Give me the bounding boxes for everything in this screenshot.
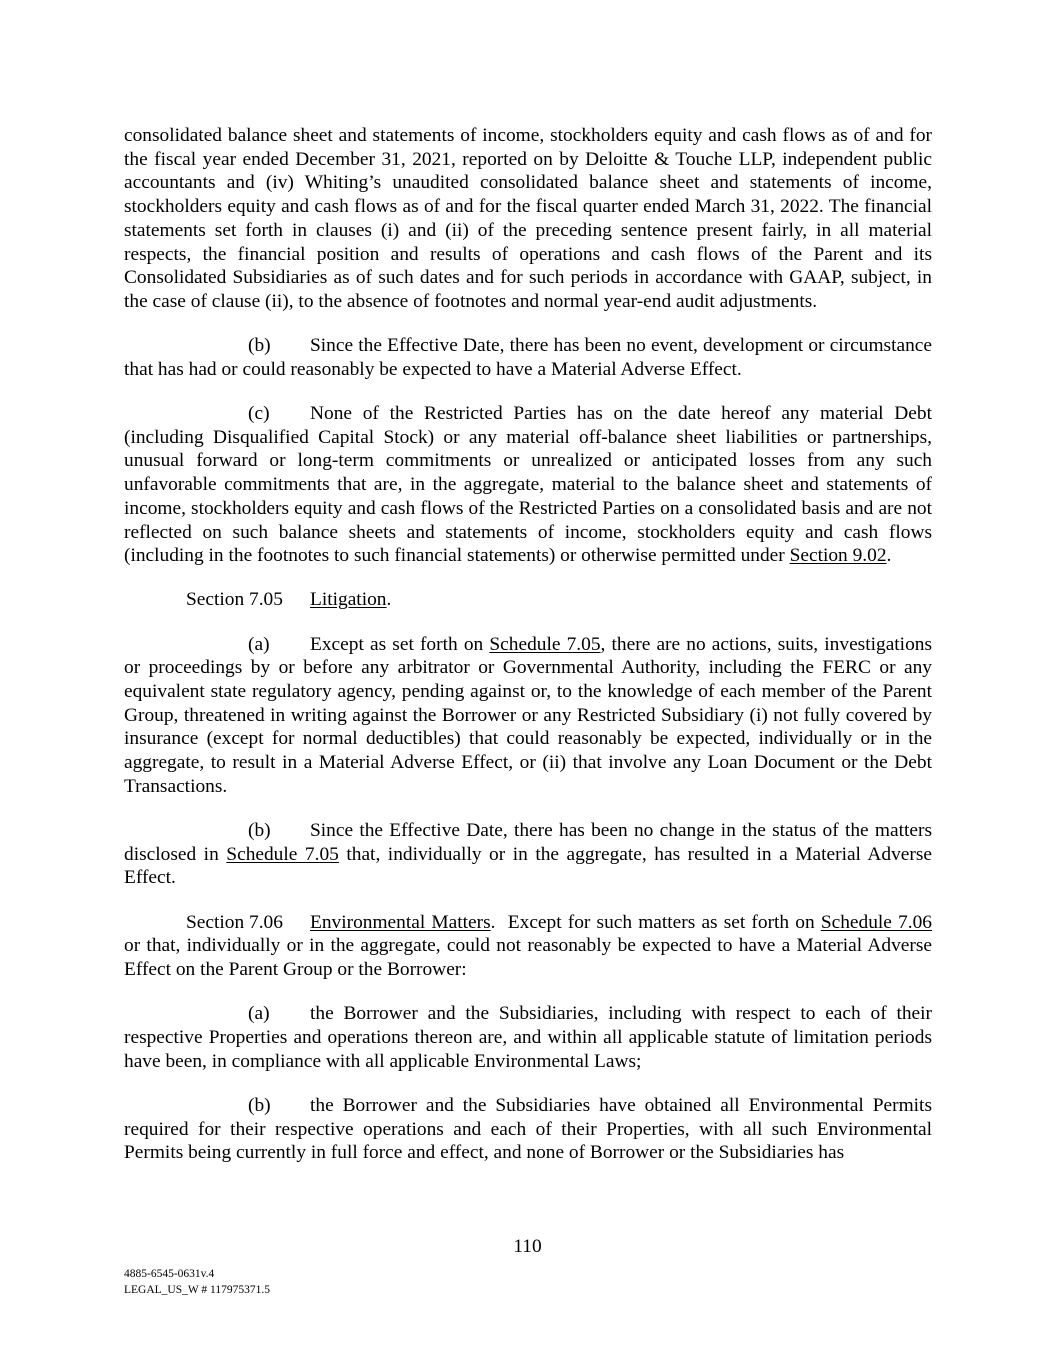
paragraph-lead: Since the Effective Date, there has been no change in the status of the matters disclosed in [124, 820, 932, 865]
page-number: 110 [513, 1236, 542, 1257]
section-7-06-paragraph-b [124, 1094, 932, 1165]
paragraph-label: (b) [248, 820, 271, 842]
paragraph-tail: . [886, 545, 892, 567]
paragraph-text: the Borrower and the Subsidiaries have obtained all Environmental Permits required for their respective operations and each of their Properties, with all such Environmental Permits being currently in full force and effect, and none of Borrower or the Subsidiaries has [124, 1094, 932, 1164]
section-9-02-reference: Section 9.02 [789, 545, 887, 567]
schedule-7-06-reference: Schedule 7.06 [820, 911, 932, 933]
paragraph-lead: Except as set forth on [310, 633, 490, 655]
paragraph-text: None of the Restricted Parties has on the date hereof any material Debt (including Disqualified Capital Stock) or any material off-balance sheet liabilities or partnerships, unusual forward or long-term commitments or unrealized or anticipated losses from any such unfavorable commitments that are, in the aggregate, material to the balance sheet and statements of income, stockholders equity and cash flows of the Restricted Parties on a consolidated basis and are not reflected on such balance sheets and statements of income, stockholders equity and cash flows (including in the footnotes to such financial statements) or otherwise permitted under [124, 403, 932, 567]
section-7-06-paragraph-a [124, 1002, 932, 1073]
section-title-tail: . [490, 911, 496, 933]
paragraph-text: or that, individually or in the aggregate, could not reasonably be expected to have a Material Adverse Effect on the Parent Group or the Borrower: [124, 935, 932, 981]
document-id-secondary: LEGAL_US_W # 117975371.5 [124, 1284, 270, 1296]
paragraph-c [124, 402, 932, 568]
paragraph-text: the Borrower and the Subsidiaries, including with respect to each of their respective Properties and operations thereon are, and within all applicable statute of limitation periods have been, in compliance with all applicable Environmental Laws; [124, 1003, 932, 1072]
paragraph-text: , there are no actions, suits, investigations or proceedings by or before any arbitrator or Governmental Authority, including the FERC or any equivalent state regulatory agency, pending against or, to the knowledge of each member of the Parent Group, threatened in writing against the Borrower or any Restricted Subsidiary (i) not fully covered by insurance (except for normal deductibles) that could reasonably be expected, individually or in the aggregate, to result in a Material Adverse Effect, or (ii) that involve any Loan Document or the Debt Transactions. [124, 633, 933, 797]
paragraph-text: that, individually or in the aggregate, has resulted in a Material Adverse Effect. [124, 843, 933, 889]
section-number: Section 7.05 [186, 589, 283, 611]
intro-paragraph: consolidated balance sheet and statements of income, stockholders equity and cash flows as of and for the fiscal year ended December 31, 2021, reported on by Deloitte & Touche LLP, independent public accountants and (iv) Whiting’s unaudited consolidated balance sheet and statements of income, stockholders equity and cash flows as of and for the fiscal quarter ended March 31, 2022. The financial statements set forth in clauses (i) and (ii) of the preceding sentence present fairly, in all material respects, the financial position and results of operations and cash flows of the Parent and its Consolidated Subsidiaries as of such dates and for such periods in accordance with GAAP, subject, in the case of clause (ii), to the absence of footnotes and normal year-end audit adjustments. [124, 125, 932, 312]
section-7-05-paragraph-a [124, 633, 932, 799]
document-footer [124, 1266, 270, 1298]
schedule-7-05-reference: Schedule 7.05 [226, 843, 339, 865]
document-body [124, 124, 932, 1186]
section-title: Environmental Matters [310, 911, 491, 933]
section-7-06-heading-paragraph [124, 911, 932, 982]
section-number: Section 7.06 [186, 911, 283, 933]
section-7-05-heading [124, 588, 932, 612]
paragraph-label: (a) [248, 1003, 270, 1025]
paragraph-label: (b) [248, 335, 271, 357]
paragraph-b [124, 334, 932, 381]
paragraph-text: Since the Effective Date, there has been no event, development or circumstance that has had or could reasonably be expected to have a Material Adverse Effect. [124, 335, 932, 380]
paragraph-label: (c) [248, 403, 270, 425]
section-title: Litigation [310, 589, 387, 611]
section-title-tail: . [386, 589, 392, 611]
document-id-primary: 4885-6545-0631v.4 [124, 1268, 215, 1280]
section-7-05-paragraph-b [124, 819, 932, 890]
paragraph-label: (a) [248, 633, 270, 655]
paragraph-label: (b) [248, 1094, 271, 1116]
schedule-7-05-reference: Schedule 7.05 [489, 633, 601, 655]
paragraph-lead: Except for such matters as set forth on [495, 911, 821, 933]
